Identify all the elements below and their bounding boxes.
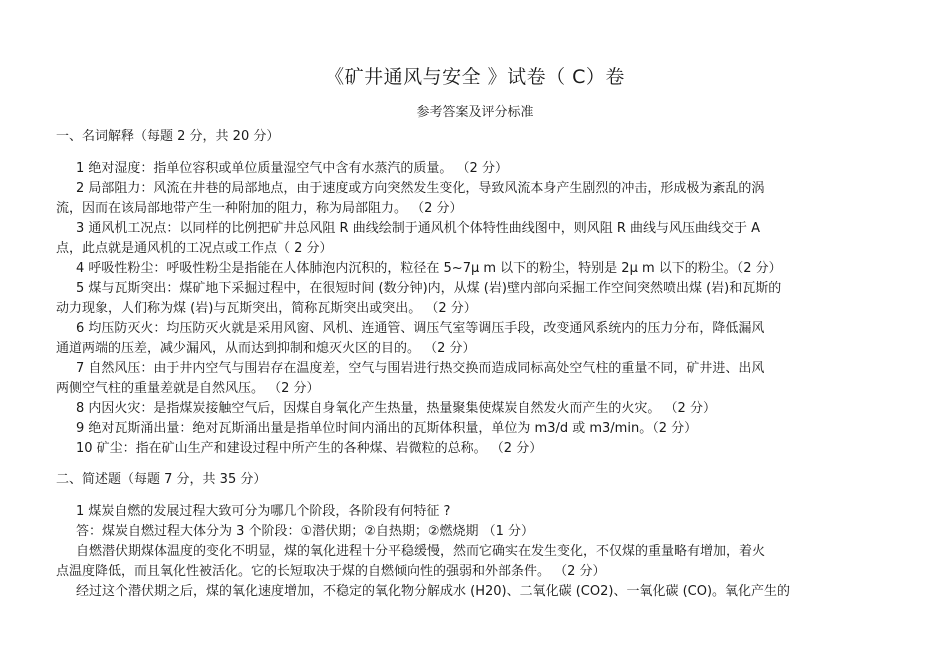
answer-line: 5 煤与瓦斯突出：煤矿地下采掘过程中，在很短时间 (数分钟)内，从煤 (岩)壁内部向采掘工作空间突然喷出煤 (岩)和瓦斯的 (76, 281, 782, 296)
answer-line: 8 内因火灾：是指煤炭接触空气后，因煤自身氧化产生热量，热量聚集使煤炭自然发火而产生的火灾。 （2 分） (76, 401, 716, 416)
answer-line: 点温度降低，而且氧化性被活化。它的长短取决于煤的自燃倾向性的强弱和外部条件。 （2 分） (56, 564, 606, 579)
answer-line: 答：煤炭自燃过程大体分为 3 个阶段：①潜伏期；②自热期；②燃烧期 （1 分） (76, 524, 535, 539)
answer-line: 经过这个潜伏期之后，煤的氧化速度增加，不稳定的氧化物分解成水 (H20)、二氧化碳 (CO2)、一氧化碳 (CO)。氧化产生的 (76, 584, 791, 599)
answer-line: 2 局部阻力：风流在井巷的局部地点，由于速度或方向突然发生变化，导致风流本身产生剧烈的冲击，形成极为紊乱的涡 (76, 181, 765, 196)
answer-line: 3 通风机工况点：以同样的比例把矿井总风阻 R 曲线绘制于通风机个体特性曲线图中，则风阻 R 曲线与风压曲线交于 A (76, 221, 761, 236)
answer-line: 动力现象，人们称为煤 (岩)与瓦斯突出，简称瓦斯突出或突出。 （2 分） (56, 301, 477, 316)
answer-line: 4 呼吸性粉尘：呼吸性粉尘是指能在人体肺泡内沉积的，粒径在 5~7μ m 以下的粉尘，特别是 2μ m 以下的粉尘。（2 分） (76, 261, 782, 276)
answer-line: 1 绝对湿度：指单位容积或单位质量湿空气中含有水蒸汽的质量。 （2 分） (76, 161, 508, 176)
answer-line: 9 绝对瓦斯涌出量：绝对瓦斯涌出量是指单位时间内涌出的瓦斯体积量，单位为 m3/d 或 m3/min。（2 分） (76, 421, 698, 436)
question-line: 1 煤炭自燃的发展过程大致可分为哪几个阶段，各阶段有何特征 ? (76, 504, 451, 519)
answer-line: 7 自然风压：由于井内空气与围岩存在温度差，空气与围岩进行热交换而造成同标高处空气柱的重量不同，矿井进、出风 (76, 361, 765, 376)
section-heading-short-answer: 二、简述题（每题 7 分，共 35 分） (56, 472, 267, 487)
answer-line: 6 均压防灭火：均压防灭火就是采用风窗、风机、连通管、调压气室等调压手段，改变通风系统内的压力分布，降低漏风 (76, 321, 765, 336)
section-heading-definitions: 一、名词解释（每题 2 分，共 20 分） (56, 129, 280, 144)
answer-line: 点，此点就是通风机的工况点或工作点（ 2 分） (56, 241, 333, 256)
answer-line: 两侧空气柱的重量差就是自然风压。 （2 分） (56, 381, 320, 396)
answer-line: 流，因而在该局部地带产生一种附加的阻力，称为局部阻力。 （2 分） (56, 201, 463, 216)
answer-line: 10 矿尘：指在矿山生产和建设过程中所产生的各种煤、岩微粒的总称。 （2 分） (76, 441, 543, 456)
exam-subtitle: 参考答案及评分标准 (416, 105, 534, 120)
exam-title: 《矿井通风与安全 》试卷（ C）卷 (325, 66, 625, 88)
answer-line: 自燃潜伏期煤体温度的变化不明显，煤的氧化进程十分平稳缓慢，然而它确实在发生变化，不仅煤的重量略有增加，着火 (76, 544, 766, 559)
answer-line: 通道两端的压差，减少漏风，从而达到抑制和熄灭火区的目的。 （2 分） (56, 341, 476, 356)
